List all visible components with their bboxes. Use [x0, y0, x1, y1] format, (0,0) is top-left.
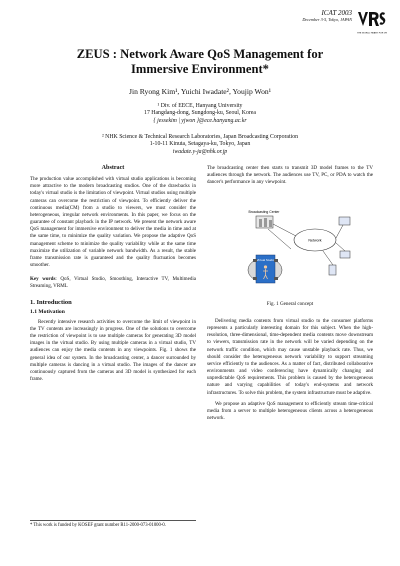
- right-top-text: The broadcasting center then starts to transmit 3D model frames to the TV audiences through the network. The audiences use TV, PC, or PDA to watch the dancer's performance in any viewpoint.: [207, 165, 373, 186]
- affiliation-2-email: iwadate.y-ja@nhk.or.jp: [172, 148, 228, 155]
- right-paragraph-1: Delivering media contents from virtual studio to the consumer platforms represents a particularly interesting domain for this subject. When the high-resolution, three-dimensional, time-dependent media contents move downstream to viewers, transmission rate in the network will be varied depending on the network traffic condition, which may cause unstable playback rate. Thus, we should consider the heterogeneous network variability to support streaming service efficiently to the audiences. As a matter of fact, distributed collaborative environments and video conferencing have dynamically changing and unpredictable QoS requirements. This problem is caused by the heterogeneous nature and varying capabilities of today's end-systems and network infrastructures. To solve this problem, the system infrastructure must be adaptive.: [207, 318, 373, 396]
- paper-title: [0, 47, 400, 77]
- abstract-text: The production value accomplished with virtual studio applications is becoming more attractive to the modern broadcasting studios. One of the drawbacks in today's virtual studio is the limitation of viewpoint. Virtual studios using multiple cameras can overcome the restriction of viewpoint. To efficiently deliver the continuous media(CM) from a studio to viewers, we must consider the heterogeneous, irregular network environments. In this paper, we focus on the guarantee of constant playback in the IP network. We present the network aware QoS management for immersive environment to deliver the media in time and at the same time, to minimize the quality variation. We propose the adaptive QoS management scheme to minimize the quality variability while at the same time maximize the utilization of variable network bandwidth. As a result, the stable frame transmission rate is guaranteed and the quality fluctuation becomes smoother.: [30, 176, 196, 269]
- conference-info: [302, 9, 352, 23]
- right-paragraph-2: We propose an adaptive QoS management to efficiently stream time-critical media from a server to multiple heterogeneous clients across a heterogeneous network.: [207, 400, 373, 422]
- vrsj-logo: [356, 9, 388, 35]
- pda-icon: [329, 265, 336, 275]
- abstract-heading: Abstract: [101, 165, 125, 171]
- affiliation-1-email: { jessekim | yjwon }@ece.hanyang.ac.kr: [153, 117, 247, 124]
- conference-name: ICAT 2003: [321, 9, 352, 17]
- general-concept-figure: [243, 207, 353, 299]
- footnote: * This work is funded by KOSEF grant number R11-2000-073-01000-0.: [30, 520, 196, 529]
- network-label: Network: [308, 238, 322, 243]
- broadcasting-center-label: Broadcasting Center: [248, 210, 280, 214]
- motivation-heading: 1.1 Motivation: [30, 308, 65, 315]
- keywords-label: Key words: [30, 276, 56, 283]
- figure-caption: Fig. 1 General concept: [266, 301, 314, 307]
- authors: Jin Ryong Kim¹, Yuichi Iwadate², Youjip Won¹: [129, 87, 271, 96]
- affiliation-2-line-1: ² NHK Science & Technical Research Laboratories, Japan Broadcasting Corporation: [102, 134, 298, 140]
- tv-icon: [339, 217, 350, 225]
- page-header: [0, 0, 400, 42]
- right-column-bottom: [207, 318, 373, 426]
- affiliation-1: [0, 103, 400, 125]
- left-column: [30, 165, 196, 383]
- logo-tagline: THE WORLD HEART FOR VR: [357, 32, 387, 35]
- intro-text: Recently intensive research activities to overcome the limit of viewpoint in the TV contents are increasingly in progress. One of the solutions to overcome the restriction of viewpoint is to use multiple cameras for generating 3D model images in the virtual studio. By using multiple cameras in a virtual studio, TV audiences can enjoy the media contents in any viewpoints. Fig. 1 shows the general idea of our system. In the broadcasting center, a dancer surrounded by multiple cameras is dancing in a virtual studio. The images of the dancer are continuously captured from the cameras and 3D model is synthesized for each frame.: [30, 318, 196, 383]
- title-line-1: ZEUS : Network Aware QoS Management for: [76, 47, 324, 61]
- affiliation-1-line-2: 17 Hangdang-dong, Sungdong-ku, Seoul, Korea: [144, 110, 256, 117]
- intro-heading: 1. Introduction: [30, 298, 72, 306]
- affiliation-2-line-2: 1-10-11 Kinuta, Setagaya-ku, Tokyo, Japan: [149, 141, 251, 148]
- title-line-2: Immersive Environment*: [131, 62, 269, 76]
- affiliation-2: [0, 134, 400, 156]
- keywords: [30, 276, 196, 290]
- right-column-top: [207, 165, 373, 186]
- virtual-studio-label: Virtual Studio: [256, 258, 275, 262]
- conference-dates: December 3-5, Tokyo, JAPAN: [302, 17, 352, 22]
- pc-icon: [340, 251, 350, 258]
- affiliation-1-line-1: ¹ Div. of EECE, Hanyang University: [157, 103, 243, 109]
- keywords-text: : QoS, Virtual Studio, Smoothing, Interactive TV, Multimedia Streaming, VRML: [30, 276, 196, 290]
